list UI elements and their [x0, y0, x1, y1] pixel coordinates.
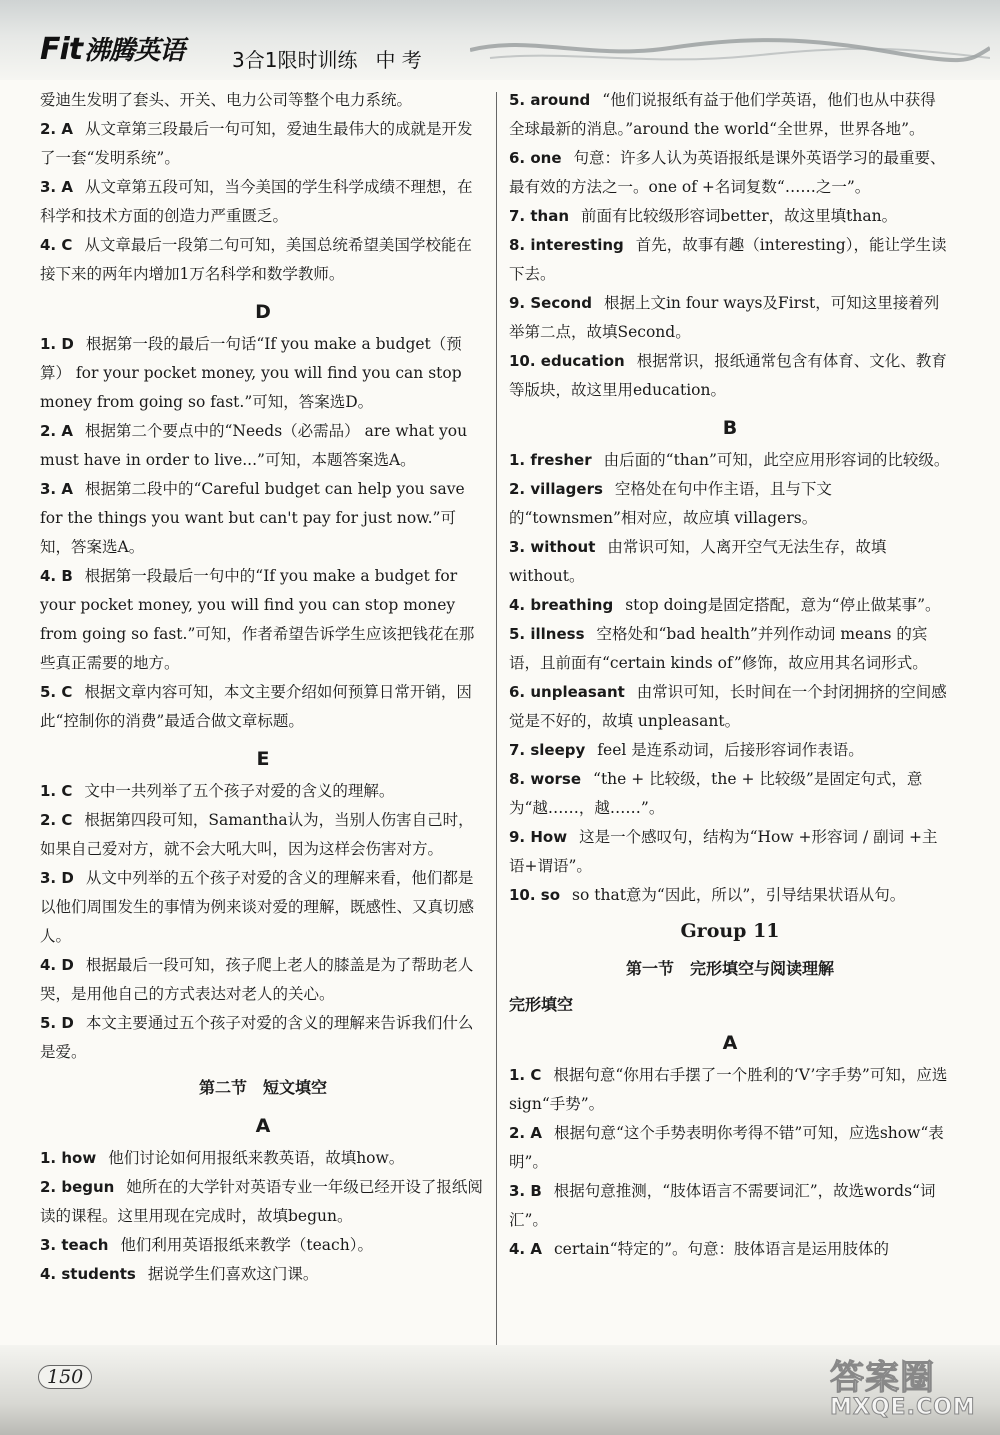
- answer-item: 8. worse “the + 比较级，the + 比较级”是固定句式，意为“越……，越……”。: [509, 770, 923, 817]
- watermark-logo: [830, 1350, 976, 1420]
- section-heading-part2: 第二节 短文填空: [198, 1078, 327, 1097]
- answer-item: 2. A 根据第二个要点中的“Needs（必需品） are what you must have in order to live...”可知，本题答案选A。: [40, 422, 468, 469]
- answer-item: 4. D 根据最后一段可知，孩子爬上老人的膝盖是为了帮助老人哭，是用他自己的方式表达对老人的关心。: [40, 956, 474, 1003]
- answer-item: 2. A 从文章第三段最后一句可知，爱迪生最伟大的成就是开发了一套“发明系统”。: [40, 120, 473, 167]
- answer-item: 2. A 根据句意“这个手势表明你考得不错”可知，应选show“表明”。: [509, 1124, 944, 1171]
- answer-item: 3. B 根据句意推测，“肢体语言不需要词汇”，故选words“词汇”。: [509, 1182, 936, 1229]
- answer-item: 2. villagers 空格处在句中作主语，且与下文的“townsmen”相对应，故应填 villagers。: [509, 480, 832, 527]
- answer-item: 3. A 根据第二段中的“Careful budget can help you save for the things you want but can't pay for just now.”可知，答案选A。: [40, 480, 465, 556]
- left-column: [40, 86, 486, 1289]
- answer-item: 5. illness 空格处和“bad health”并列作动词 means 的宾语，且前面有“certain kinds of”修饰，故应用其名词形式。: [509, 625, 928, 672]
- answer-item: 5. D 本文主要通过五个孩子对爱的含义的理解来告诉我们什么是爱。: [40, 1014, 474, 1061]
- answer-item: 10. education 根据常识，报纸通常包含有体育、文化、教育等版块，故这里用education。: [509, 352, 947, 399]
- answer-item: 8. interesting 首先，故事有趣（interesting），能让学生读下去。: [509, 236, 947, 283]
- watermark-url: MXQE.COM: [830, 1395, 976, 1420]
- section-heading-e: E: [256, 748, 270, 770]
- answer-item: 3. D 从文中列举的五个孩子对爱的含义的理解来看，他们都是以他们周围发生的事情为例来谈对爱的理解，既感性、又真切感人。: [40, 869, 475, 945]
- answer-item: 5. C 根据文章内容可知，本文主要介绍如何预算日常开销，因此“控制你的消费”最适合做文章标题。: [40, 683, 472, 730]
- answer-item: 1. fresher 由后面的“than”可知，此空应用形容词的比较级。: [509, 451, 950, 469]
- series-title: [232, 44, 422, 73]
- answer-item: 4. C 从文章最后一段第二句可知，美国总统希望美国学校能在接下来的两年内增加1万名科学和数学教师。: [40, 236, 472, 283]
- page-header: [0, 0, 1000, 80]
- answer-item: 3. teach 他们利用英语报纸来教学（teach）。: [40, 1236, 373, 1254]
- answer-item: 4. A certain“特定的”。句意：肢体语言是运用肢体的: [509, 1240, 889, 1258]
- series-name: 3合1限时训练: [232, 48, 358, 72]
- cloze-heading: 完形填空: [509, 995, 574, 1014]
- watermark-text: 答案圈: [830, 1358, 935, 1398]
- answer-item: 7. sleepy feel 是连系动词，后接形容词作表语。: [509, 741, 864, 759]
- answer-item: 1. how 他们讨论如何用报纸来教英语，故填how。: [40, 1149, 405, 1167]
- answer-item: 7. than 前面有比较级形容词better，故这里填than。: [509, 207, 898, 225]
- answer-item: 1. D 根据第一段的最后一句话“If you make a budget（预算） for your pocket money, you will find you can stop money from going so fast.”可知，答案选D。: [40, 335, 462, 411]
- section-heading-b: B: [722, 417, 738, 439]
- section-heading-part1: 第一节 完形填空与阅读理解: [625, 959, 834, 978]
- answer-item: 5. around “他们说报纸有益于他们学英语，他们也从中获得全球最新的消息。”around the world“全世界，世界各地”。: [509, 91, 936, 138]
- header-decoration: [470, 30, 990, 70]
- section-heading-a2: A: [722, 1032, 738, 1054]
- group-heading: Group 11: [680, 920, 780, 942]
- right-column: [509, 86, 951, 1264]
- answer-item: 9. How 这是一个感叹句，结构为“How +形容词 / 副词 +主语+谓语”。: [509, 828, 938, 875]
- exam-label: 中 考: [375, 48, 422, 72]
- section-heading-d: D: [255, 301, 271, 323]
- answer-item: 4. students 据说学生们喜欢这门课。: [40, 1265, 319, 1283]
- answer-item: 6. one 句意：许多人认为英语报纸是课外英语学习的最重要、最有效的方法之一。one of +名词复数“……之一”。: [509, 149, 946, 196]
- answer-item: 3. without 由常识可知，人离开空气无法生存，故填without。: [509, 538, 887, 585]
- brand-latin: Fit: [40, 32, 83, 67]
- page-number: 150: [38, 1365, 92, 1389]
- answer-item: 9. Second 根据上文in four ways及First，可知这里接着列举第二点，故填Second。: [509, 294, 940, 341]
- brand-cn: 沸腾英语: [84, 36, 185, 66]
- answer-item: 6. unpleasant 由常识可知，长时间在一个封闭拥挤的空间感觉是不好的，故填 unpleasant。: [509, 683, 947, 730]
- answer-item: 2. begun 她所在的大学针对英语专业一年级已经开设了报纸阅读的课程。这里用现在完成时，故填begun。: [40, 1178, 483, 1225]
- answer-item: 10. so so that意为“因此，所以”，引导结果状语从句。: [509, 886, 906, 904]
- column-divider: [496, 92, 497, 1354]
- section-heading-a: A: [255, 1115, 271, 1137]
- continuation-text: 爱迪生发明了套头、开关、电力公司等整个电力系统。: [40, 91, 413, 109]
- answer-item: 4. breathing stop doing是固定搭配，意为“停止做某事”。: [509, 596, 941, 614]
- answer-item: 1. C 根据句意“你用右手摆了一个胜利的‘V’字手势”可知，应选sign“手势”。: [509, 1066, 948, 1113]
- answer-item: 3. A 从文章第五段可知，当今美国的学生科学成绩不理想，在科学和技术方面的创造力严重匮乏。: [40, 178, 473, 225]
- answer-item: 1. C 文中一共列举了五个孩子对爱的含义的理解。: [40, 782, 395, 800]
- answer-item: 4. B 根据第一段最后一句中的“If you make a budget for your pocket money, you will find you can stop money from going so fast.”可知，作者希望告诉学生应该把钱花在那些真正需要的地方。: [40, 567, 475, 672]
- brand-logo: [40, 30, 184, 67]
- answer-item: 2. C 根据第四段可知，Samantha认为，当别人伤害自己时，如果自己爱对方，就不会大吼大叫，因为这样会伤害对方。: [40, 811, 474, 858]
